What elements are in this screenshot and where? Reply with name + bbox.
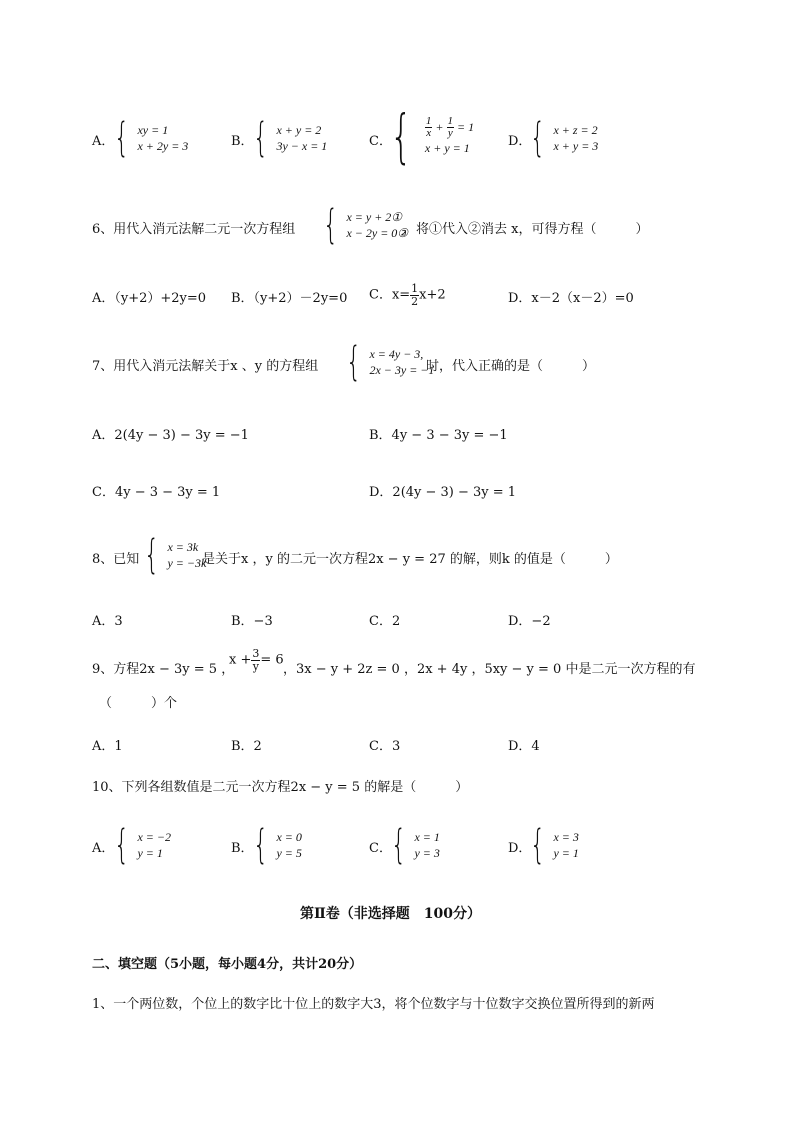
- q8-option-b: B．−3: [231, 614, 273, 629]
- fill-question-1: 1、一个两位数，个位上的数字比十位上的数字大3，将个位数字与十位数字交换位置所得到的新两: [92, 997, 655, 1012]
- q8-prompt-suffix: 是关于x ，y 的二元一次方程2x − y = 27 的解，则k 的值是（ ）: [202, 552, 618, 567]
- brace-icon: {: [346, 339, 362, 385]
- equation-row: y = −3k: [167, 556, 207, 570]
- q6-option-c: C．x= $\frac{1}{2}$ x+2: [369, 282, 446, 308]
- equation-row: x = 3: [553, 829, 579, 844]
- equation-row: x + 2y = 3: [137, 139, 189, 153]
- equation-row: x + y = 3: [553, 139, 599, 153]
- q9-prompt-line2: （ ）个: [99, 696, 178, 711]
- q10-prompt: 10、下列各组数值是二元一次方程2x − y = 5 的解是（ ）: [92, 780, 469, 795]
- q7-option-a: A．2(4y − 3) − 3y = −1: [92, 428, 249, 443]
- equation-row: y = 1: [137, 846, 163, 860]
- q9-fraction-equation: x + $\frac{3}{y}$ = 6: [229, 647, 284, 673]
- q5-option-c-label: C．: [369, 134, 392, 149]
- brace-icon: {: [530, 822, 546, 868]
- q10-option-a-label: A．: [92, 841, 115, 856]
- equation-row: y = 1: [553, 846, 579, 860]
- equation-row: xy = 1: [137, 122, 169, 137]
- q10-option-c-system: [391, 822, 440, 868]
- q8-option-d: D．−2: [508, 614, 551, 629]
- part-2-title: 第Ⅱ卷（非选择题 100分）: [300, 906, 482, 922]
- q8-option-a: A．3: [92, 614, 123, 629]
- q9-prompt-prefix: 9、方程2x − 3y = 5 ，: [92, 662, 235, 677]
- equation-row: x + y = 1: [424, 140, 470, 155]
- equation-row: $\frac{1}{x}$ + $\frac{1}{y}$ = 1: [425, 114, 475, 140]
- equation-row: x = −2: [137, 829, 171, 844]
- q8-prompt-prefix: 8、已知: [92, 552, 140, 567]
- section-2-title: 二、填空题（5小题，每小题4分，共计20分）: [92, 957, 363, 972]
- q9-option-d: D．4: [508, 739, 540, 754]
- q7-system: [346, 339, 435, 385]
- brace-icon: {: [530, 115, 546, 161]
- q9-prompt-rest: ，3x − y + 2z = 0 ，2x + 4y ，5xy − y = 0 中是二元一次方程的有: [283, 662, 696, 677]
- q5-option-d-label: D．: [508, 134, 532, 149]
- brace-icon: {: [114, 115, 130, 161]
- q7-option-b: B．4y − 3 − 3y = −1: [369, 428, 508, 443]
- q10-option-a-system: [114, 822, 171, 868]
- equation-row: y = 3: [414, 846, 440, 860]
- q10-option-d-label: D．: [508, 841, 532, 856]
- q6-option-d: D．x－2（x－2）=0: [508, 291, 634, 306]
- q5-option-a-label: A．: [92, 134, 115, 149]
- brace-icon: {: [114, 822, 130, 868]
- q9-option-c: C．3: [369, 739, 401, 754]
- q5-option-b-label: B．: [231, 134, 254, 149]
- brace-icon: {: [323, 202, 339, 248]
- equation-row: x + z = 2: [553, 122, 598, 137]
- q9-option-a: A．1: [92, 739, 123, 754]
- q6-option-a: A．（y+2）+2y=0: [92, 291, 207, 306]
- q8-system: [144, 532, 207, 578]
- q5-option-c-system: [390, 102, 475, 170]
- q5-option-d-system: [530, 115, 599, 161]
- brace-icon: {: [144, 532, 160, 578]
- q8-option-c: C．2: [369, 614, 401, 629]
- q6-system: [323, 202, 409, 248]
- equation-row: x + y = 2: [276, 122, 322, 137]
- brace-icon: {: [390, 102, 413, 170]
- brace-icon: {: [391, 822, 407, 868]
- q10-option-b-label: B．: [231, 841, 254, 856]
- q6-option-b: B．（y+2）－2y=0: [231, 291, 348, 306]
- equation-row: x − 2y = 0②: [346, 226, 409, 240]
- brace-icon: {: [253, 822, 269, 868]
- q7-prompt-prefix: 7、用代入消元法解关于x 、y 的方程组: [92, 359, 319, 374]
- q5-option-b-system: [253, 115, 328, 161]
- q6-prompt-prefix: 6、用代入消元法解二元一次方程组: [92, 222, 296, 237]
- q10-option-b-system: [253, 822, 302, 868]
- q10-option-d-system: [530, 822, 579, 868]
- equation-row: x = 0: [276, 829, 302, 844]
- equation-row: 2x − 3y = −1: [369, 363, 435, 377]
- equation-row: x = 1: [414, 829, 440, 844]
- q10-option-c-label: C．: [369, 841, 392, 856]
- equation-row: x = y + 2①: [346, 209, 403, 224]
- brace-icon: {: [253, 115, 269, 161]
- q5-option-a-system: [114, 115, 189, 161]
- q6-prompt-suffix: ，将①代入②消去 x，可得方程（ ）: [403, 222, 649, 237]
- equation-row: x = 3k: [167, 539, 199, 554]
- equation-row: 3y − x = 1: [276, 139, 328, 153]
- equation-row: x = 4y − 3,: [369, 346, 424, 361]
- q7-option-c: C．4y − 3 − 3y = 1: [92, 485, 221, 500]
- equation-row: y = 5: [276, 846, 302, 860]
- q7-option-d: D．2(4y − 3) − 3y = 1: [369, 485, 517, 500]
- q9-option-b: B．2: [231, 739, 262, 754]
- q7-prompt-suffix: 时，代入正确的是（ ）: [426, 359, 596, 374]
